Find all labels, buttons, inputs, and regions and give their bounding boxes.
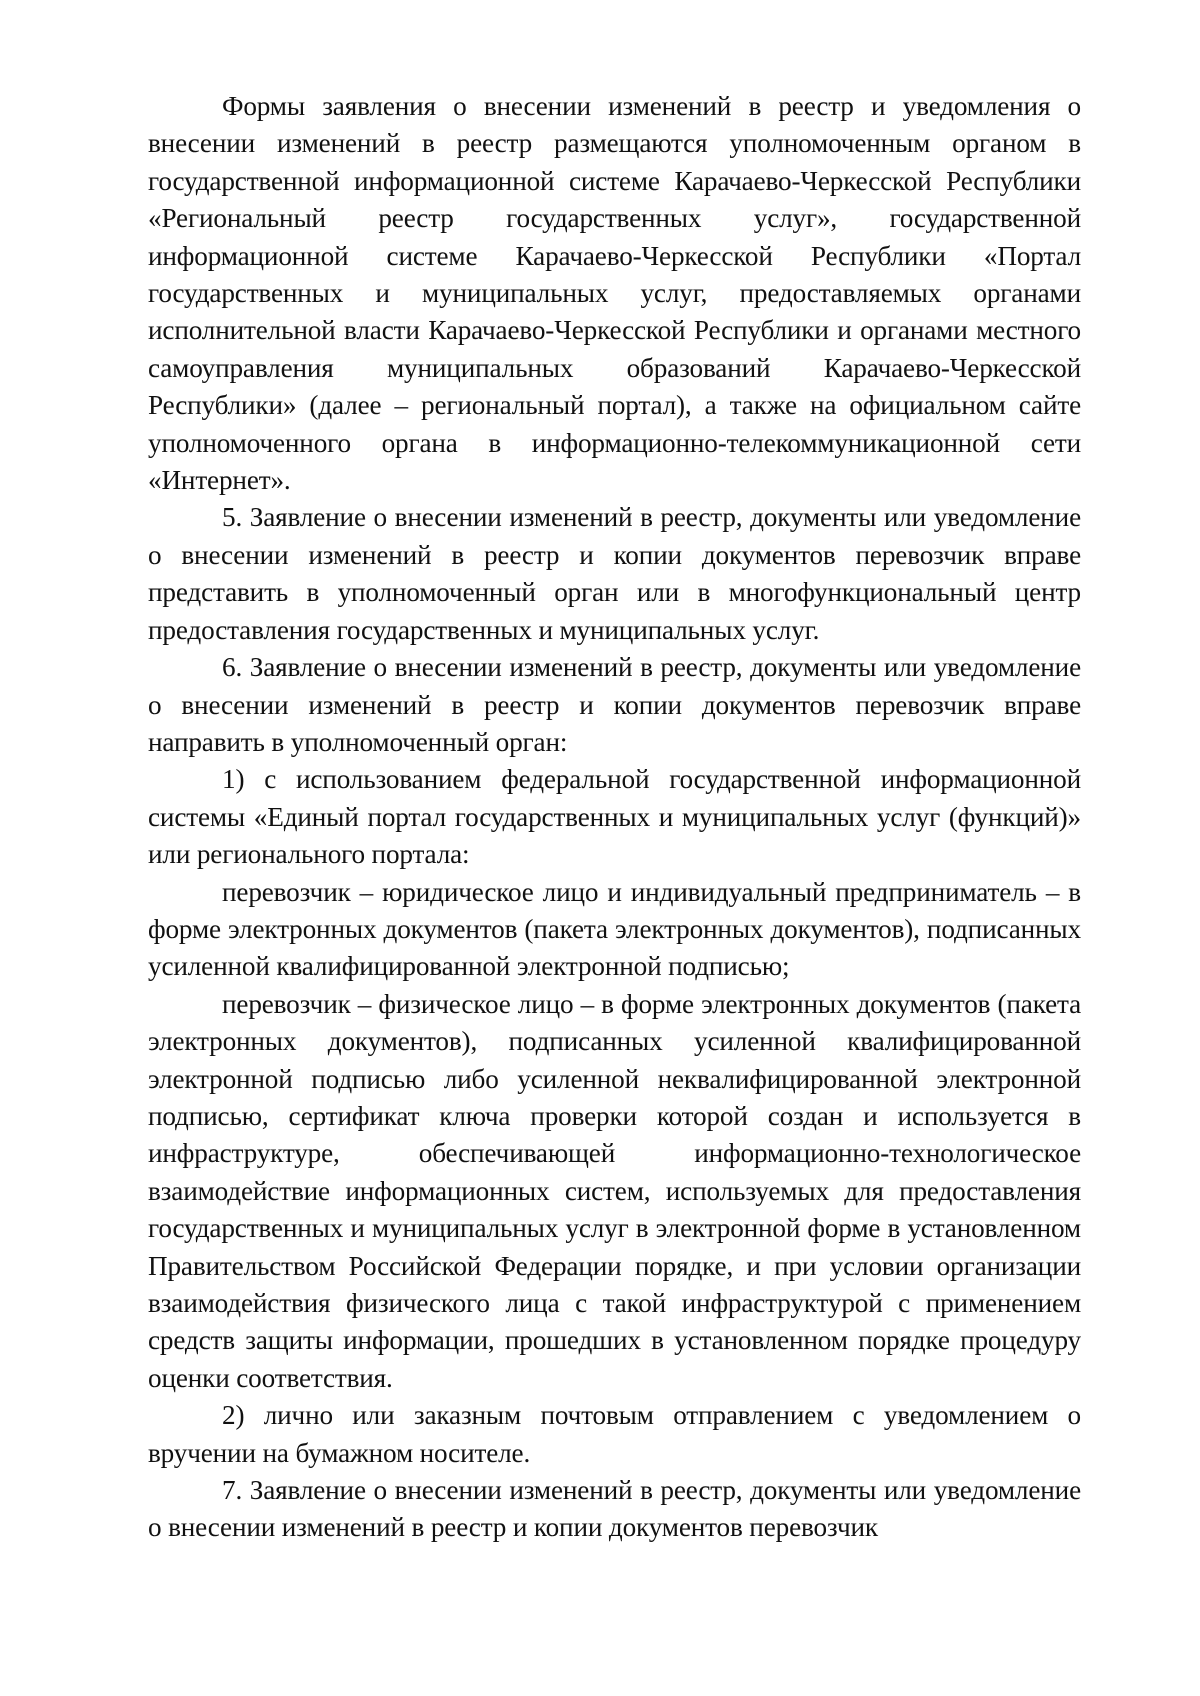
- document-body: [148, 88, 1081, 1547]
- paragraph-subitem-2: 2) лично или заказным почтовым отправлением с уведомлением о вручении на бумажном носителе.: [148, 1400, 1081, 1468]
- paragraph-item-5: 5. Заявление о внесении изменений в реестр, документы или уведомление о внесении изменений в реестр и копии документов перевозчик вправе представить в уполномоченный орган или в многофункциональный центр предоставления государственных и муниципальных услуг.: [148, 502, 1081, 645]
- paragraph-legal-entity: перевозчик – юридическое лицо и индивидуальный предприниматель – в форме электронных документов (пакета электронных документов), подписанных усиленной квалифицированной электронной подписью;: [148, 876, 1081, 982]
- paragraph-individual: перевозчик – физическое лицо – в форме электронных документов (пакета электронных документов), подписанных усиленной квалифицированной электронной подписью либо усиленной неквалифицированной электронной подписью, сертификат ключа проверки которой создан и используется в инфраструктуре, обеспечивающей информационно-технологическое взаимодействие информационных систем, используемых для предоставления государственных и муниципальных услуг в электронной форме в установленном Правительством Российской Федерации порядке, и при условии организации взаимодействия физического лица с такой инфраструктурой с применением средств защиты информации, прошедших в установленном порядке процедуру оценки соответствия.: [148, 988, 1081, 1393]
- paragraph-subitem-1: 1) с использованием федеральной государственной информационной системы «Единый портал государственных и муниципальных услуг (функций)» или регионального портала:: [148, 764, 1081, 870]
- paragraph-item-6: 6. Заявление о внесении изменений в реестр, документы или уведомление о внесении изменений в реестр и копии документов перевозчик вправе направить в уполномоченный орган:: [148, 652, 1081, 757]
- paragraph-forms-placement: Формы заявления о внесении изменений в реестр и уведомления о внесении изменений в реестр размещаются уполномоченным органом в государственной информационной системе Карачаево-Черкесской Республики «Региональный реестр государственных услуг», государственной информационной системе Карачаево-Черкесской Республики «Портал государственных и муниципальных услуг, предоставляемых органами исполнительной власти Карачаево-Черкесской Республики и органами местного самоуправления муниципальных образований Карачаево-Черкесской Республики» (далее – региональный портал), а также на официальном сайте уполномоченного органа в информационно-телекоммуникационной сети «Интернет».: [148, 91, 1081, 496]
- paragraph-item-7: 7. Заявление о внесении изменений в реестр, документы или уведомление о внесении изменений в реестр и копии документов перевозчик: [148, 1475, 1081, 1543]
